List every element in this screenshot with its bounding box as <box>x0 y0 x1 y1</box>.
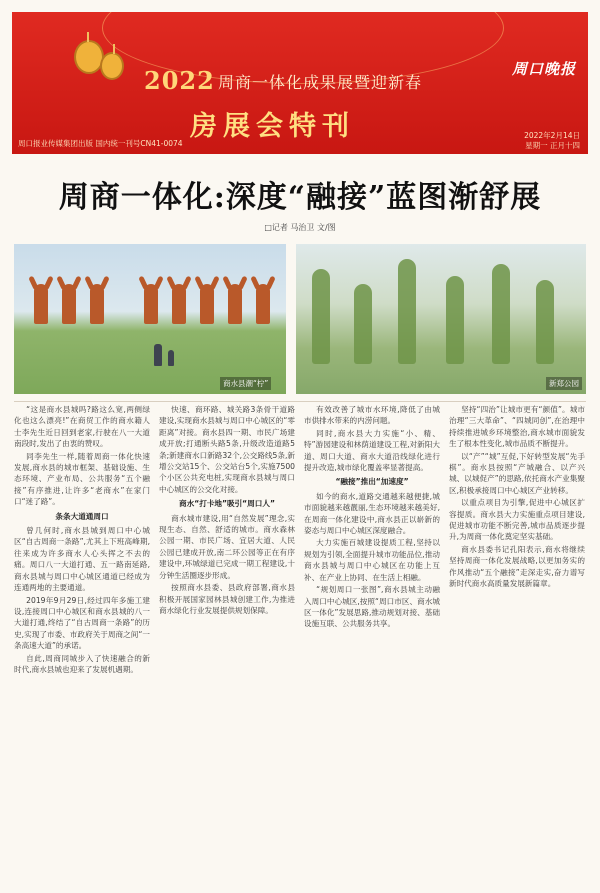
poplar-tree <box>354 284 372 364</box>
tree-sculpture <box>256 284 270 324</box>
tree-sculpture <box>228 284 242 324</box>
publisher-line: 周口报业传媒集团出版 国内统一刊号CN41-0074 <box>18 139 183 148</box>
banner-year: 2022 <box>144 66 215 95</box>
paragraph: 同李先生一样,随着周商一体化快速发展,商水县的城市框架、基础设施、生态环境、产业布局、公共服务“五个融接”有序推进,让许多“老商水”在家门口“迷了路”。 <box>14 451 150 507</box>
paragraph: 如今的商水,道路交通越来越便捷,城市面貌越来越靓丽,生态环境越来越美好,在周商一体化建设中,商水县正以崭新的姿态与周口中心城区深度融合。 <box>304 491 440 536</box>
paragraph: 快速、商环路、城关路3条骨干道路建设,实现商水县城与周口中心城区的“零距离”对接。商水县四一期、市民广场建成开放;打通断头路5条,升级改造道路5条;新建商水口新路32个,公交路线5条,新增公交站15个、公交站台5个,实施7500个小区公共充电桩,实现商水县城与周口中心城区的公交化对接。 <box>159 405 295 494</box>
paragraph: 2019年9月29日,经过四年多施工建设,连接周口中心城区和商水县城的八一大道打通,终结了“自古周商一条路”的历史,实现了市委、市政府关于周商之间“一条高速大道”的承诺。 <box>14 595 150 651</box>
photo-caption: 商水县潮“柠” <box>220 377 271 390</box>
poplar-tree <box>536 280 554 364</box>
poplar-tree <box>312 269 330 364</box>
issue-weekday: 星期一 正月十四 <box>525 141 580 150</box>
paragraph: 按照商水县委、县政府部署,商水县积极开展国家园林县城创建工作,为推进商水绿化行业发展提供规划保障。 <box>159 583 295 615</box>
section-subhead: 商水“打卡地”吸引“周口人” <box>179 499 275 509</box>
section-subhead: “融接”推出“加速度” <box>335 477 409 487</box>
article-column-1 <box>14 404 150 882</box>
tree-sculpture <box>144 284 158 324</box>
poplar-tree <box>398 259 416 364</box>
special-edition-title: 房展会特刊 <box>190 111 355 142</box>
tree-sculpture <box>34 284 48 324</box>
paragraph: 曾几何时,商水县城到周口中心城区“自古周商一条路”,尤其上下班高峰期,往来成为许多商水人心头挥之不去的痛。周口八一大道打通、五一路南延路,商水县城与周口中心城区通道已经成为连通两地的主要通道。 <box>14 526 150 593</box>
paragraph: 坚持“四治”让城市更有“颜值”。城市治理“三大革命”、“四城同创”,在治理中持续推进城乡环境整治,商水城市面貌发生了根本性变化,城市品质不断提升。 <box>449 405 585 449</box>
paragraph: “规划周口一张图”,商水县城主动融入周口中心城区,按照“周口市区、商水城区一体化”发展思路,推动规划对接、基础设施互联、公共服务共享。 <box>304 585 440 629</box>
paragraph: 商水县委书记孔阳表示,商水将继续坚持周商一体化发展战略,以更加务实的作风推动“五个融接”走深走实,奋力谱写新时代商水高质量发展新篇章。 <box>449 544 585 589</box>
paragraph: 以重点项目为引擎,促进中心城区扩容提质。商水县大力实施重点项目建设,促进城市功能不断完善,城市品质逐步提升,为周商一体化奠定坚实基础。 <box>449 498 585 542</box>
poplar-tree <box>492 264 510 364</box>
poplar-tree <box>446 276 464 364</box>
paragraph: 商水城市建设,用“自然发展”理念,实现生态、自然、舒适的城市。商水森林公园一期、市民广场、宜居大道、人民公园已建成开放,南二环公园等正在有序建设中,环城绿道已完成一期工程建设,十分钟生活圈逐步形成。 <box>159 513 295 580</box>
article-column-3 <box>304 404 440 882</box>
paragraph: 有效改善了城市水环境,降低了由城市供排水带来的内涝问题。 <box>304 405 440 426</box>
tree-sculpture <box>200 284 214 324</box>
masthead-banner <box>12 12 588 154</box>
banner-subtitle: 周商一体化成果展暨迎新春 <box>218 73 423 92</box>
issue-date-box <box>524 131 580 151</box>
photo-park-path <box>296 244 586 394</box>
issue-date: 2022年2月14日 <box>524 131 580 140</box>
lantern-icon <box>100 52 124 80</box>
article-column-2 <box>159 404 295 882</box>
photo-caption: 新郑公园 <box>546 377 582 390</box>
paragraph: 大力实施百城建设提质工程,坚持以规划为引领,全面提升城市功能品位,推动商水县城与周口中心城区在功能上互补、在产业上协同、在生活上相融。 <box>304 538 440 582</box>
tree-sculpture <box>172 284 186 324</box>
paragraph: 同时,商水县大力实施“小、精、特”游园建设和林荫道建设工程,对新阳大道、周口大道、商水大道沿线绿化进行提升改造,城市绿化覆盖率显著提高。 <box>304 428 440 473</box>
newspaper-logo: 周口晚报 <box>511 60 576 78</box>
person-figure <box>168 350 174 366</box>
photo-park-trees <box>14 244 286 394</box>
paragraph: 以“产”“城”互促,下好转型发展“先手棋”。商水县按照“产城融合、以产兴城、以城促产”的思路,依托商水产业集聚区,积极承接周口中心城区产业转移。 <box>449 451 585 495</box>
section-subhead: 条条大道通周口 <box>55 511 109 521</box>
tree-sculpture <box>62 284 76 324</box>
tree-sculpture <box>90 284 104 324</box>
paragraph: 自此,周商同城步入了快速融合的新时代,商水县城也迎来了发展机遇期。 <box>14 653 150 674</box>
article-headline: 周商一体化:深度“融接”蓝图渐舒展 <box>58 180 542 215</box>
paragraph: “这是商水县城吗?路这么宽,两侧绿化也这么漂亮!”在商贸工作的商水籍人士李先生近日回到老家,行驶在八一大道南段时,发出了由衷的赞叹。 <box>14 405 150 449</box>
person-figure <box>154 344 162 366</box>
section-divider <box>14 401 586 402</box>
article-column-4 <box>449 404 585 882</box>
article-byline: □记者 马治卫 文/图 <box>264 223 336 232</box>
